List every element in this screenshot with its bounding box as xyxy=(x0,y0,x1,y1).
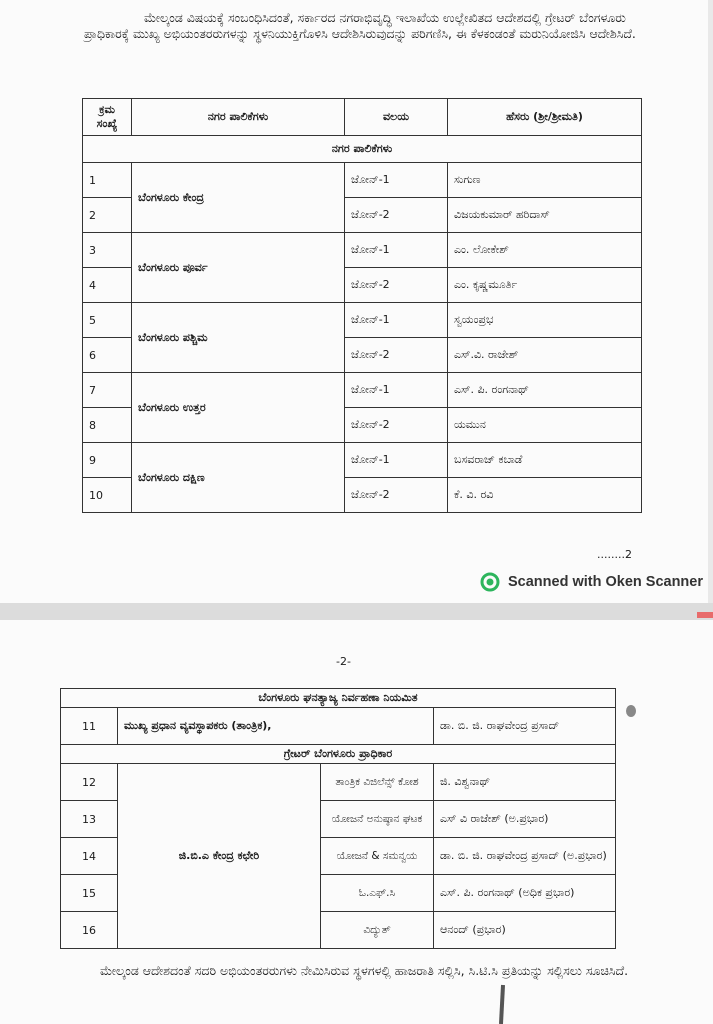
intro-paragraph: ಮೇಲ್ಕಂಡ ವಿಷಯಕ್ಕೆ ಸಂಬಂಧಿಸಿದಂತೆ, ಸರ್ಕಾರದ ನಗರಾಭಿವೃದ್ಧಿ ಇಲಾಖೆಯ ಉಲ್ಲೇಖಿತದ ಆದೇಶದಲ್ಲಿ ಗ್ರೇಟರ್ ಬೆಂಗಳೂರು ಪ್ರಾಧಿಕಾರಕ್ಕೆ ಮುಖ್ಯ ಅಭಿಯಂತರರುಗಳನ್ನು ಸ್ಥಳನಿಯುಕ್ತಿಗೊಳಿಸಿ ಆದೇಶಿಸಿರುವುದನ್ನು ಪರಿಗಣಿಸಿ, ಈ ಕೆಳಕಂಡಂತೆ ಮರುನಿಯೋಜಿಸಿ ಆದೇಶಿಸಿದೆ. xyxy=(84,10,636,41)
serial-cell: 7 xyxy=(83,373,132,408)
red-mark xyxy=(697,612,713,618)
header-corporations: ನಗರ ಪಾಲಿಕೆಗಳು xyxy=(132,99,345,136)
zone-cell: ಜೋನ್-2 xyxy=(345,338,448,373)
table-row xyxy=(61,764,616,801)
scanner-text: Scanned with Oken Scanner xyxy=(508,574,703,590)
section-row xyxy=(83,136,642,163)
name-cell: ಎಸ್ ವಿ ರಾಜೇಶ್ (ಅ.ಪ್ರಭಾರ) xyxy=(434,801,616,838)
serial-cell: 4 xyxy=(83,268,132,303)
serial-cell: 1 xyxy=(83,163,132,198)
department-cell: ಓ.ಎಫ್.ಸಿ xyxy=(321,875,434,912)
header-serial: ಕ್ರಮ ಸಂಖ್ಯೆ xyxy=(83,99,132,136)
corporation-assignment-table xyxy=(82,98,642,513)
name-cell: ಆನಂದ್ (ಪ್ರಭಾರ) xyxy=(434,912,616,949)
serial-cell: 6 xyxy=(83,338,132,373)
name-cell: ಎಂ. ಲೋಕೇಶ್ xyxy=(448,233,642,268)
name-cell: ಯಮುನ xyxy=(448,408,642,443)
name-cell: ಕೆ. ವಿ. ರವಿ xyxy=(448,478,642,513)
table-row xyxy=(61,708,616,745)
zone-cell: ಜೋನ್-1 xyxy=(345,303,448,338)
table-row xyxy=(83,163,642,198)
department-cell: ಯೋಜನೆ ಅನುಷ್ಠಾನ ಘಟಕ xyxy=(321,801,434,838)
serial-cell: 13 xyxy=(61,801,118,838)
name-cell: ಸ್ವಯಂಪ್ರಭ xyxy=(448,303,642,338)
page-separator xyxy=(0,603,713,620)
serial-cell: 10 xyxy=(83,478,132,513)
post-cell: ಮುಖ್ಯ ಪ್ರಧಾನ ವ್ಯವಸ್ಥಾಪಕರು (ತಾಂತ್ರಿಕ), xyxy=(118,708,434,745)
serial-cell: 12 xyxy=(61,764,118,801)
name-cell: ಸುಗುಣ xyxy=(448,163,642,198)
corporation-cell: ಬೆಂಗಳೂರು ದಕ್ಷಿಣ xyxy=(132,443,345,513)
serial-cell: 15 xyxy=(61,875,118,912)
zone-cell: ಜೋನ್-2 xyxy=(345,198,448,233)
corporation-cell: ಬೆಂಗಳೂರು ಪೂರ್ವ xyxy=(132,233,345,303)
zone-cell: ಜೋನ್-1 xyxy=(345,163,448,198)
zone-cell: ಜೋನ್-1 xyxy=(345,233,448,268)
additional-assignment-table xyxy=(60,688,616,949)
scan-speck xyxy=(626,705,636,717)
zone-cell: ಜೋನ್-1 xyxy=(345,443,448,478)
name-cell: ಎಸ್. ಪಿ. ರಂಗನಾಥ್ (ಅಧಿಕ ಪ್ರಭಾರ) xyxy=(434,875,616,912)
zone-cell: ಜೋನ್-1 xyxy=(345,373,448,408)
office-cell: ಜಿ.ಬಿ.ಎ ಕೇಂದ್ರ ಕಛೇರಿ xyxy=(118,764,321,949)
name-cell: ಎಸ್.ವಿ. ರಾಜೇಶ್ xyxy=(448,338,642,373)
name-cell: ಎಸ್. ಪಿ. ರಂಗನಾಥ್ xyxy=(448,373,642,408)
name-cell: ಎಂ. ಕೃಷ್ಣಮೂರ್ತಿ xyxy=(448,268,642,303)
corporation-cell: ಬೆಂಗಳೂರು ಪಶ್ಚಿಮ xyxy=(132,303,345,373)
section-title-swm: ಬೆಂಗಳೂರು ಘನತ್ಯಾಜ್ಯ ನಿರ್ವಹಣಾ ನಿಯಮಿತ xyxy=(61,689,616,708)
section-title-gba: ಗ್ರೇಟರ್ ಬೆಂಗಳೂರು ಪ್ರಾಧಿಕಾರ xyxy=(61,745,616,764)
department-cell: ವಿದ್ಯುತ್ xyxy=(321,912,434,949)
section-row xyxy=(61,745,616,764)
corporation-cell: ಬೆಂಗಳೂರು ಕೇಂದ್ರ xyxy=(132,163,345,233)
closing-paragraph: ಮೇಲ್ಕಂಡ ಆದೇಶದಂತೆ ಸದರಿ ಅಭಿಯಂತರರುಗಳು ನೇಮಿಸಿರುವ ಸ್ಥಳಗಳಲ್ಲಿ ಹಾಜರಾತಿ ಸಲ್ಲಿಸಿ, ಸಿ.ಟಿ.ಸಿ ಪ್ರತಿಯನ್ನು ಸಲ್ಲಿಸಲು ಸೂಚಿಸಿದೆ. xyxy=(100,963,629,978)
serial-cell: 9 xyxy=(83,443,132,478)
name-cell: ಜಿ. ವಿಶ್ವನಾಥ್ xyxy=(434,764,616,801)
table-header-row xyxy=(83,99,642,136)
header-zone: ವಲಯ xyxy=(345,99,448,136)
name-cell: ಡಾ. ಬಿ. ಜಿ. ರಾಘವೇಂದ್ರ ಪ್ರಸಾದ್ (ಅ.ಪ್ರಭಾರ) xyxy=(434,838,616,875)
serial-cell: 14 xyxy=(61,838,118,875)
zone-cell: ಜೋನ್-2 xyxy=(345,478,448,513)
page-number: -2- xyxy=(336,655,351,668)
name-cell: ಬಸವರಾಜ್ ಕಬಾಡೆ xyxy=(448,443,642,478)
serial-cell: 16 xyxy=(61,912,118,949)
serial-cell: 2 xyxy=(83,198,132,233)
header-name: ಹೆಸರು (ಶ್ರೀ/ಶ್ರೀಮತಿ) xyxy=(448,99,642,136)
serial-cell: 5 xyxy=(83,303,132,338)
scanner-watermark xyxy=(480,572,703,592)
table-row xyxy=(83,443,642,478)
table-row xyxy=(83,373,642,408)
department-cell: ತಾಂತ್ರಿಕ ವಿಜಿಲೆನ್ಸ್ ಕೋಶ xyxy=(321,764,434,801)
name-cell: ವಿಜಯಕುಮಾರ್ ಹರಿದಾಸ್ xyxy=(448,198,642,233)
section-row xyxy=(61,689,616,708)
zone-cell: ಜೋನ್-2 xyxy=(345,268,448,303)
section-title: ನಗರ ಪಾಲಿಕೆಗಳು xyxy=(83,136,642,163)
table-row xyxy=(83,303,642,338)
serial-cell: 3 xyxy=(83,233,132,268)
zone-cell: ಜೋನ್-2 xyxy=(345,408,448,443)
name-cell: ಡಾ. ಬಿ. ಜಿ. ರಾಘವೇಂದ್ರ ಪ್ರಸಾದ್ xyxy=(434,708,616,745)
corporation-cell: ಬೆಂಗಳೂರು ಉತ್ತರ xyxy=(132,373,345,443)
table-row xyxy=(83,233,642,268)
department-cell: ಯೋಜನೆ & ಸಮನ್ವಯ xyxy=(321,838,434,875)
serial-cell: 8 xyxy=(83,408,132,443)
serial-cell: 11 xyxy=(61,708,118,745)
page-continuation: ........2 xyxy=(597,548,632,561)
scanner-logo-icon xyxy=(480,572,500,592)
